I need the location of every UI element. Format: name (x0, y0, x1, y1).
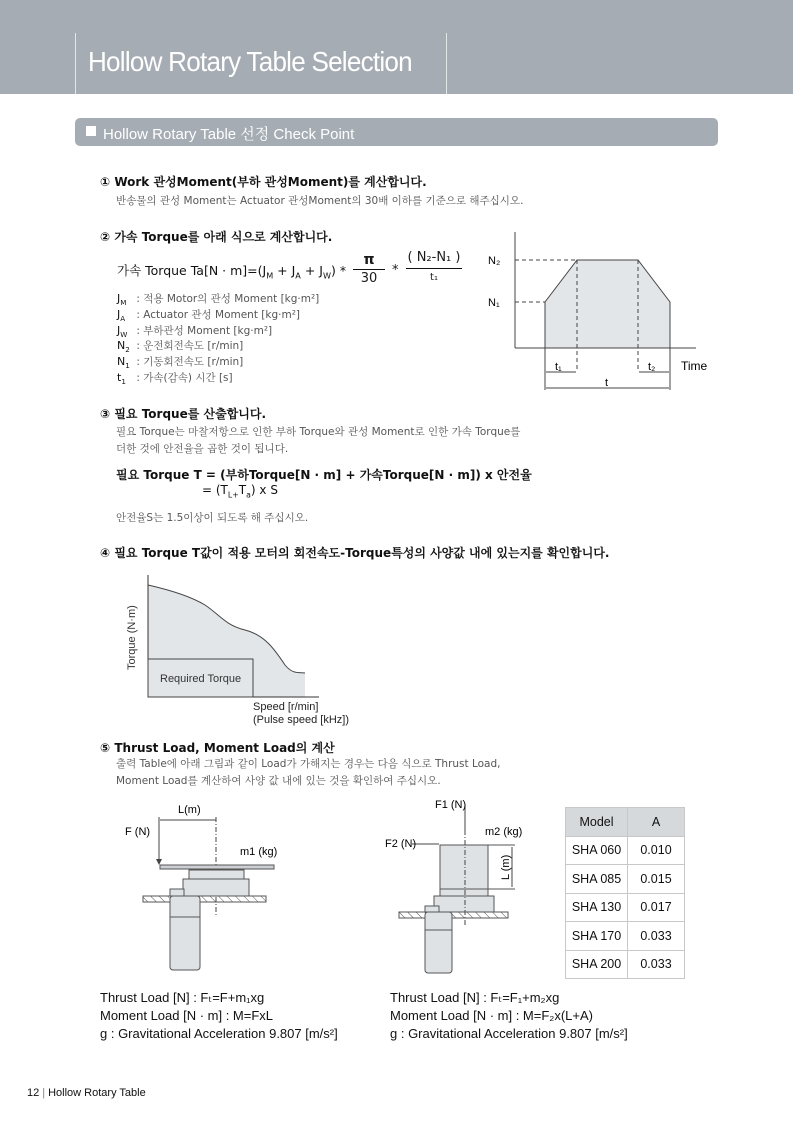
pi-symbol: π (363, 252, 375, 268)
x-axis-label-2: (Pulse speed [kHz]) (253, 714, 349, 726)
section-title: Hollow Rotary Table 선정 Check Point (103, 126, 355, 143)
safety-note: 안전율S는 1.5이상이 되도록 해 주십시오. (116, 512, 309, 524)
definition-symbol: $N_1$ (117, 355, 130, 371)
load-block (440, 845, 488, 889)
l-label: L (m) (500, 854, 512, 880)
header-divider-right (446, 33, 447, 94)
m2-label: m2 (kg) (485, 826, 523, 838)
formula-t: T (238, 483, 247, 497)
sub-w: W (322, 270, 331, 281)
t-label: t (605, 377, 609, 389)
table-row (566, 836, 685, 865)
arrow-head-icon (156, 859, 162, 865)
col-header-model: Model (566, 808, 628, 837)
formula-end: ) x S (250, 483, 278, 497)
a-value-cell: 0.017 (628, 893, 685, 922)
model-cell: SHA 060 (566, 836, 628, 865)
definition-item (117, 291, 319, 307)
gravity-note-2: g : Gravitational Acceleration 9.807 [m/s²] (390, 1026, 628, 1041)
motor-flange (425, 906, 439, 912)
table-row (566, 893, 685, 922)
fraction-bar (406, 268, 462, 269)
right-formulas (390, 989, 628, 1043)
footer-title: Hollow Rotary Table (48, 1087, 146, 1099)
required-torque-formula: 필요 Torque T = (부하Torque[N · m] + 가속Torque[N · m]) x 안전율 (116, 468, 532, 482)
definition-symbol: $J_W$ (117, 323, 128, 339)
definition-symbol: $J_M$ (117, 292, 127, 308)
formula-plus: + J (273, 263, 296, 278)
required-torque-label: Required Torque (160, 673, 242, 685)
page-title: Hollow Rotary Table Selection (88, 46, 412, 77)
f2-label: F2 (N) (385, 838, 417, 850)
definition-item (117, 354, 243, 370)
definition-text: : 기동회전속도 [r/min] (136, 356, 244, 369)
formula-text: 가속 Torque Ta[N · m]=(J (117, 263, 267, 278)
m1-label: m1 (kg) (240, 846, 278, 858)
step5-heading: ⑤ Thrust Load, Moment Load의 계산 (100, 741, 335, 755)
definition-item (117, 307, 300, 323)
t2-label: t₂ (648, 361, 656, 373)
step4-heading: ④ 필요 Torque T값이 적용 모터의 회전속도-Torque특성의 사양값 내에 있는지를 확인합니다. (100, 546, 610, 560)
model-cell: SHA 130 (566, 893, 628, 922)
header-divider-left (75, 33, 76, 94)
step3-body-line2: 더한 것에 안전율을 곱한 것이 됩니다. (116, 443, 289, 455)
rotary-table-body (183, 879, 249, 896)
table-row (566, 950, 685, 979)
step5-body-line1: 출력 Table에 아래 그림과 같이 Load가 가해지는 경우는 다음 식으로 Thrust Load, (116, 758, 501, 770)
x-axis-label: Speed [r/min] (253, 701, 319, 713)
sub-m: M (266, 270, 274, 281)
definition-text: : 부하관성 Moment [kg·m²] (136, 324, 273, 337)
rotary-table-body (434, 896, 494, 912)
definition-symbol: $N_2$ (117, 339, 130, 355)
definition-item (117, 323, 272, 339)
moment-load-formula-1: Moment Load [N · m] : M=FxL (100, 1008, 274, 1023)
page-header (0, 0, 793, 94)
mounting-base (143, 896, 266, 902)
t1-label: t₁ (555, 361, 562, 373)
step1-body: 반송물의 관성 Moment는 Actuator 관성Moment의 30배 이하를 기준으로 해주십시오. (116, 195, 524, 207)
formula-plus: + J (300, 263, 323, 278)
fraction-denominator: t₁ (430, 272, 438, 283)
section-bar (75, 118, 718, 146)
table-row (566, 865, 685, 894)
step2-heading: ② 가속 Torque를 아래 식으로 계산합니다. (100, 230, 333, 244)
formula-text: = (T (202, 483, 228, 497)
footer-separator: | (42, 1087, 46, 1099)
n2-label: N₂ (488, 255, 501, 267)
definition-text: : 운전회전속도 [r/min] (136, 340, 244, 353)
sub-plus: + (232, 490, 239, 500)
fraction-bar (353, 269, 385, 270)
motor-body (425, 912, 452, 973)
moment-load-formula-2: Moment Load [N · m] : M=F₂x(L+A) (390, 1008, 593, 1023)
definition-text: : Actuator 관성 Moment [kg·m²] (136, 308, 301, 321)
definition-text: : 적용 Motor의 관성 Moment [kg·m²] (136, 293, 320, 305)
definition-symbol: $t_1$ (117, 371, 126, 387)
formula-close: ) * (331, 263, 347, 278)
speed-area (545, 260, 670, 348)
thrust-load-formula-1: Thrust Load [N] : Fₜ=F+m₁xg (100, 990, 265, 1005)
square-bullet-icon (86, 126, 96, 136)
a-value-cell: 0.033 (628, 922, 685, 951)
definition-item (117, 370, 233, 386)
f1-label: F1 (N) (435, 799, 467, 811)
left-formulas (100, 989, 338, 1043)
step3-heading: ③ 필요 Torque를 산출합니다. (100, 407, 267, 421)
definition-symbol: $J_A$ (117, 307, 126, 323)
step3-body-line1: 필요 Torque는 마찰저항으로 인한 부하 Torque와 관성 Moment로 인한 가속 Torque를 (116, 426, 521, 438)
page-footer (27, 1087, 146, 1099)
f-label: F (N) (125, 826, 151, 838)
n1-label: N₁ (488, 297, 500, 309)
sub-a: a (246, 490, 251, 500)
thrust-load-diagram-1 (100, 795, 300, 985)
thrust-load-formula-2: Thrust Load [N] : Fₜ=F₁+m₂xg (390, 990, 560, 1005)
step1-heading: ① Work 관성Moment(부하 관성Moment)를 계산합니다. (100, 175, 427, 189)
thrust-load-diagram-2 (370, 790, 550, 980)
required-torque-formula-2 (202, 483, 278, 499)
load-plate (160, 865, 274, 869)
l-label: L(m) (178, 804, 201, 816)
fraction-numerator: ( N₂-N₁ ) (407, 250, 461, 265)
speed-profile-diagram (480, 230, 720, 400)
definition-text: : 가속(감속) 시간 [s] (136, 372, 233, 384)
model-cell: SHA 085 (566, 865, 628, 894)
page-number: 12 (27, 1087, 40, 1099)
a-value-cell: 0.010 (628, 836, 685, 865)
model-a-table (565, 807, 685, 979)
model-cell: SHA 170 (566, 922, 628, 951)
motor-body (170, 896, 200, 970)
sub-l: L (227, 490, 233, 500)
accel-formula (117, 261, 346, 281)
a-value-cell: 0.033 (628, 950, 685, 979)
definition-item (117, 338, 243, 354)
model-cell: SHA 200 (566, 950, 628, 979)
gravity-note-1: g : Gravitational Acceleration 9.807 [m/s²] (100, 1026, 338, 1041)
sub-a: A (295, 270, 301, 281)
motor-flange (170, 889, 184, 896)
time-label: Time (681, 359, 708, 373)
col-header-a: A (628, 808, 685, 837)
mounting-base (399, 912, 508, 918)
thirty: 30 (360, 271, 378, 286)
a-value-cell: 0.015 (628, 865, 685, 894)
table-row (566, 922, 685, 951)
times-symbol: * (392, 263, 399, 278)
step5-body-line2: Moment Load를 계산하여 사양 값 내에 있는 것을 확인하여 주십시오. (116, 775, 441, 787)
torque-speed-chart (110, 570, 370, 730)
y-axis-label: Torque (N·m) (126, 605, 138, 670)
